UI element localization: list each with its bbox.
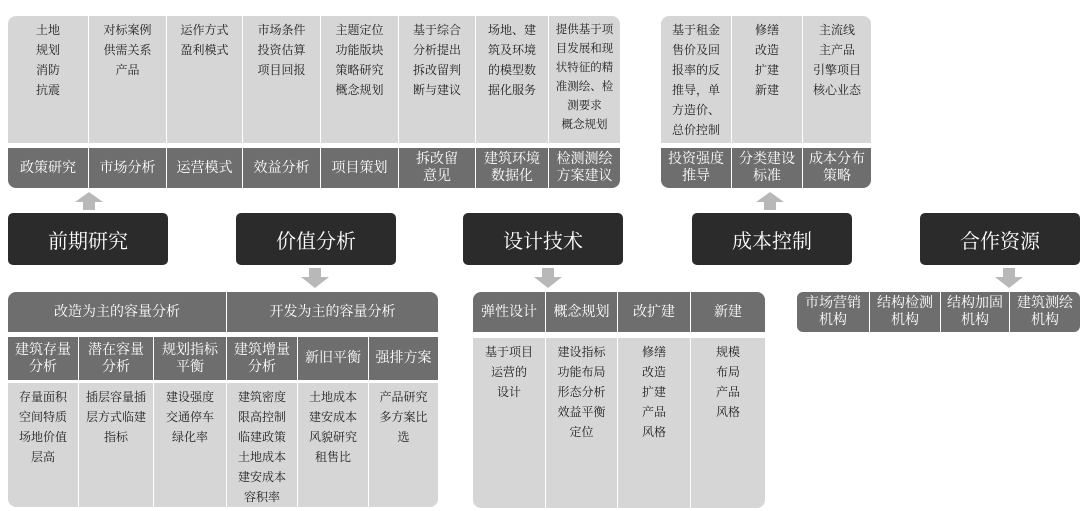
- main-node-partner-resources: 合作资源: [920, 213, 1080, 265]
- label-new-build: 新建: [691, 292, 765, 332]
- detail-digital: 场地、建 筑及环境 的模型数 据化服务: [487, 23, 536, 97]
- main-node-cost-control: 成本控制: [692, 213, 852, 265]
- main-node-preliminary-research: 前期研究: [8, 213, 168, 265]
- detail-benefit: 市场条件 投资估算 项目回报: [257, 23, 306, 77]
- label-old-new-balance: 新旧平衡: [298, 337, 368, 380]
- detail-concept-planning: 建设指标 功能布局 形态分析 效益平衡 定位: [557, 345, 606, 439]
- group-development-capacity: 开发为主的容量分析: [227, 292, 438, 332]
- detail-planning: 主题定位 功能版块 策略研究 概念规划: [335, 23, 384, 97]
- detail-market: 对标案例 供需关系 产品: [103, 23, 152, 77]
- label-concept-planning: 概念规划: [546, 292, 617, 332]
- group-renovation-capacity: 改造为主的容量分析: [8, 292, 226, 332]
- arrow-up-cost: [755, 190, 785, 212]
- detail-investment: 基于租金 售价及回 报率的反 推导，单 方造价、 总价控制: [671, 23, 720, 137]
- partner-structure-reinforcement: 结构加固 机构: [941, 292, 1009, 332]
- detail-policy: 土地 规划 消防 抗震: [35, 23, 60, 97]
- label-construction-standard: 分类建设 标准: [732, 148, 802, 188]
- detail-survey: 提供基于项 目发展和现 状特征的精 准测绘、检 测要求 概念规划: [555, 22, 614, 131]
- main-node-value-analysis: 价值分析: [236, 213, 396, 265]
- partner-structure-testing: 结构检测 机构: [870, 292, 940, 332]
- label-environment-digital: 建筑环境 数据化: [476, 148, 548, 188]
- detail-cost-distribution: 主流线 主产品 引擎项目 核心业态: [812, 23, 861, 97]
- partner-building-survey: 建筑测绘 机构: [1010, 292, 1080, 332]
- main-node-design-technology: 设计技术: [463, 213, 623, 265]
- detail-planning-balance: 建设强度 交通停车 绿化率: [165, 390, 214, 444]
- label-layout-scheme: 强排方案: [369, 337, 438, 380]
- detail-operation: 运作方式 盈利模式: [180, 23, 229, 57]
- label-policy-research: 政策研究: [8, 148, 88, 188]
- label-potential-capacity: 潜在容量 分析: [79, 337, 153, 380]
- label-planning-balance: 规划指标 平衡: [154, 337, 226, 380]
- detail-renovation: 基于综合 分析提出 拆改留判 断与建议: [412, 23, 461, 97]
- label-benefit-analysis: 效益分析: [243, 148, 320, 188]
- arrow-up-preliminary: [74, 190, 104, 212]
- label-renovation-advice: 拆改留 意见: [399, 148, 475, 188]
- label-market-analysis: 市场分析: [89, 148, 166, 188]
- partner-marketing: 市场营销 机构: [797, 292, 869, 332]
- label-cost-strategy: 成本分布 策略: [803, 148, 871, 188]
- detail-new-build: 规模 布局 产品 风格: [715, 345, 740, 419]
- detail-old-new-balance: 土地成本 建安成本 风貌研究 租售比: [308, 390, 357, 464]
- label-operation-mode: 运营模式: [167, 148, 242, 188]
- label-investment-intensity: 投资强度 推导: [661, 148, 731, 188]
- label-increment-analysis: 建筑增量 分析: [227, 337, 297, 380]
- label-survey-proposal: 检测测绘 方案建议: [549, 148, 620, 188]
- detail-layout-scheme: 产品研究 多方案比 选: [379, 390, 428, 444]
- detail-potential-capacity: 插层容量插 层方式临建 指标: [85, 390, 146, 444]
- label-renovation-expansion: 改扩建: [618, 292, 690, 332]
- label-flexible-design: 弹性设计: [473, 292, 545, 332]
- detail-renovation-expansion: 修缮 改造 扩建 产品 风格: [641, 345, 666, 439]
- arrow-down-value: [300, 266, 330, 290]
- detail-increment-analysis: 建筑密度 限高控制 临建政策 土地成本 建安成本 容积率: [237, 390, 286, 504]
- detail-flexible-design: 基于项目 运营的 设计: [484, 345, 533, 399]
- arrow-down-design: [533, 266, 563, 290]
- label-project-planning: 项目策划: [321, 148, 398, 188]
- label-existing-stock: 建筑存量 分析: [8, 337, 78, 380]
- detail-existing-stock: 存量面积 空间特质 场地价值 层高: [18, 390, 67, 464]
- arrow-down-partners: [994, 266, 1024, 290]
- detail-construction-type: 修缮 改造 扩建 新建: [754, 23, 779, 97]
